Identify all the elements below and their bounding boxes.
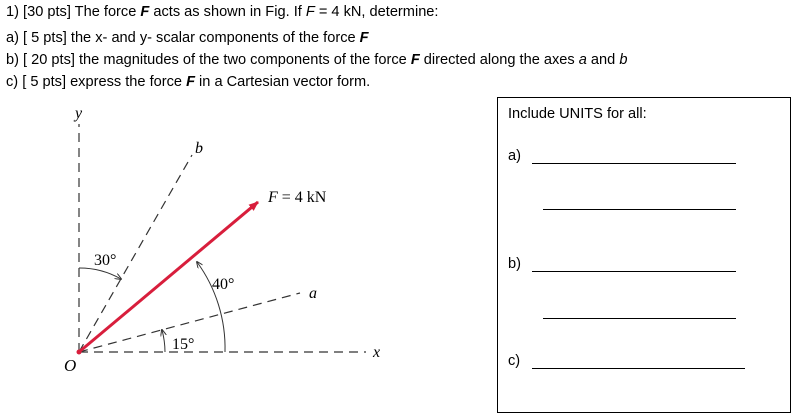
y-axis-label: y (75, 105, 83, 122)
qb-force-symbol: F (410, 52, 420, 68)
answer-b-line-1[interactable] (532, 271, 736, 272)
force-label-symbol: F (268, 189, 278, 206)
qb-axis-b: b (619, 52, 628, 68)
angle-label-15: 15° (172, 336, 195, 353)
qc-force-symbol: F (186, 74, 195, 90)
answer-a-label: a) (508, 148, 521, 164)
x-axis-label: x (373, 344, 381, 361)
answer-b-line-2[interactable] (543, 318, 736, 319)
answer-box-title: Include UNITS for all: (508, 106, 647, 122)
qb-axis-a: a (578, 52, 587, 68)
answer-a-line-1[interactable] (532, 163, 736, 164)
q1-given-value: = 4 kN, determine: (314, 4, 439, 20)
q1-mid: acts as shown in Fig. If (149, 4, 306, 20)
qb-mid: directed along the axes (419, 52, 579, 68)
qb-prefix: b) [ 20 pts] the magnitudes of the two components of the force (6, 52, 411, 68)
q1-force-symbol: F (140, 4, 150, 20)
qc-suffix: in a Cartesian vector form. (195, 74, 371, 90)
answer-c-label: c) (508, 353, 521, 369)
answer-box (497, 97, 791, 413)
force-label-value: = 4 kN (277, 189, 327, 206)
q1-given-symbol: F (305, 4, 315, 20)
b-axis-label: b (195, 140, 203, 157)
a-axis-label: a (309, 285, 317, 302)
qa-prefix: a) [ 5 pts] the x- and y- scalar components of the force (6, 30, 360, 46)
answer-c-line[interactable] (532, 368, 745, 369)
origin-point (77, 350, 82, 355)
qb-and: and (586, 52, 620, 68)
answer-a-line-2[interactable] (543, 209, 736, 210)
answer-b-label: b) (508, 256, 521, 272)
q1-prefix: 1) [30 pts] The force (6, 4, 141, 20)
angle-arc-15 (162, 330, 165, 352)
origin-label: O (64, 356, 77, 375)
angle-label-30: 30° (94, 252, 117, 269)
qc-prefix: c) [ 5 pts] express the force (6, 74, 187, 90)
angle-label-40: 40° (212, 276, 235, 293)
qa-force-symbol: F (359, 30, 369, 46)
angle-arc-30 (79, 268, 121, 279)
force-label (267, 189, 327, 206)
